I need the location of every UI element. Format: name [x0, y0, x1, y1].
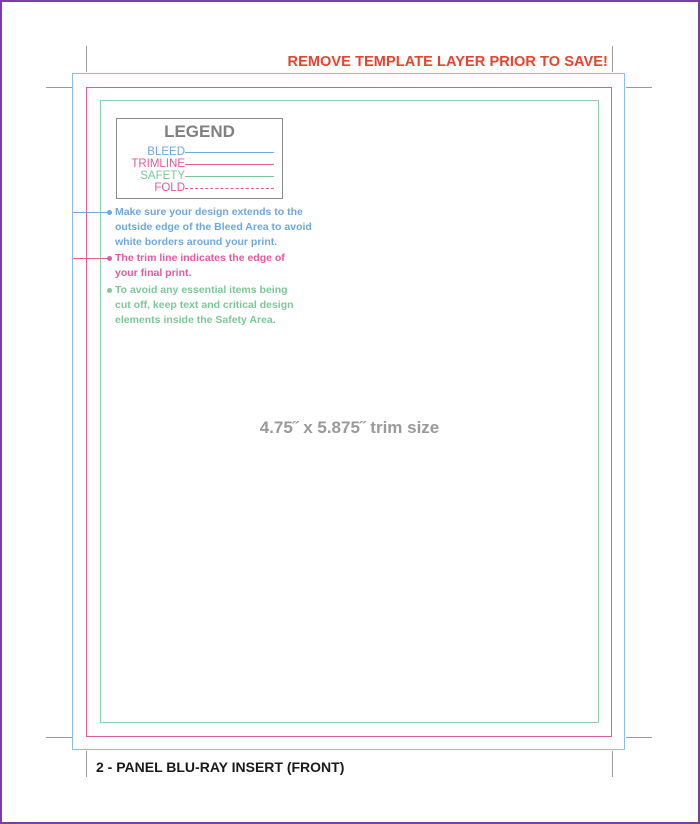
crop-mark-right-bottom — [626, 737, 652, 738]
trim-note — [115, 251, 285, 281]
legend-line-trimline — [185, 164, 274, 165]
legend-line-safety — [185, 176, 274, 177]
legend-box — [116, 118, 283, 199]
bleed-note-leader — [73, 212, 109, 213]
legend-label-fold: FOLD — [154, 182, 185, 194]
bleed-note-line: white borders around your print. — [115, 236, 278, 248]
legend-label-safety: SAFETY — [140, 170, 185, 182]
panel-title: 2 - PANEL BLU-RAY INSERT (FRONT) — [96, 759, 345, 775]
legend-title: LEGEND — [164, 122, 235, 141]
legend-line-fold — [185, 188, 274, 189]
bleed-note — [115, 205, 312, 250]
crop-mark-left-bottom — [46, 737, 72, 738]
bleed-note-bullet — [107, 210, 112, 215]
trim-note-line: your final print. — [115, 267, 192, 279]
crop-mark-bottom-right — [612, 751, 613, 777]
trim-note-line: The trim line indicates the edge of — [115, 252, 285, 264]
crop-mark-top-right — [612, 46, 613, 72]
safety-note — [115, 283, 294, 328]
crop-mark-top-left — [86, 46, 87, 72]
legend-label-bleed: BLEED — [147, 146, 185, 158]
trim-size-label: 4.75˝ x 5.875˝ trim size — [259, 418, 440, 437]
remove-template-warning: REMOVE TEMPLATE LAYER PRIOR TO SAVE! — [287, 54, 608, 70]
crop-mark-right-top — [626, 87, 652, 88]
legend-row-trimline — [121, 158, 274, 170]
safety-note-line: elements inside the Safety Area. — [115, 314, 276, 326]
legend-row-fold — [121, 182, 274, 194]
safety-note-line: cut off, keep text and critical design — [115, 299, 294, 311]
bleed-note-line: Make sure your design extends to the — [115, 206, 303, 218]
safety-note-bullet — [107, 288, 112, 293]
trim-note-leader — [73, 258, 109, 259]
bleed-note-line: outside edge of the Bleed Area to avoid — [115, 221, 312, 233]
safety-note-line: To avoid any essential items being — [115, 284, 288, 296]
legend-line-bleed — [185, 152, 274, 153]
legend-row-safety — [121, 170, 274, 182]
legend-row-bleed — [121, 146, 274, 158]
legend-label-trimline: TRIMLINE — [131, 158, 185, 170]
trim-note-bullet — [107, 256, 112, 261]
crop-mark-left-top — [46, 87, 72, 88]
crop-mark-bottom-left — [86, 751, 87, 777]
